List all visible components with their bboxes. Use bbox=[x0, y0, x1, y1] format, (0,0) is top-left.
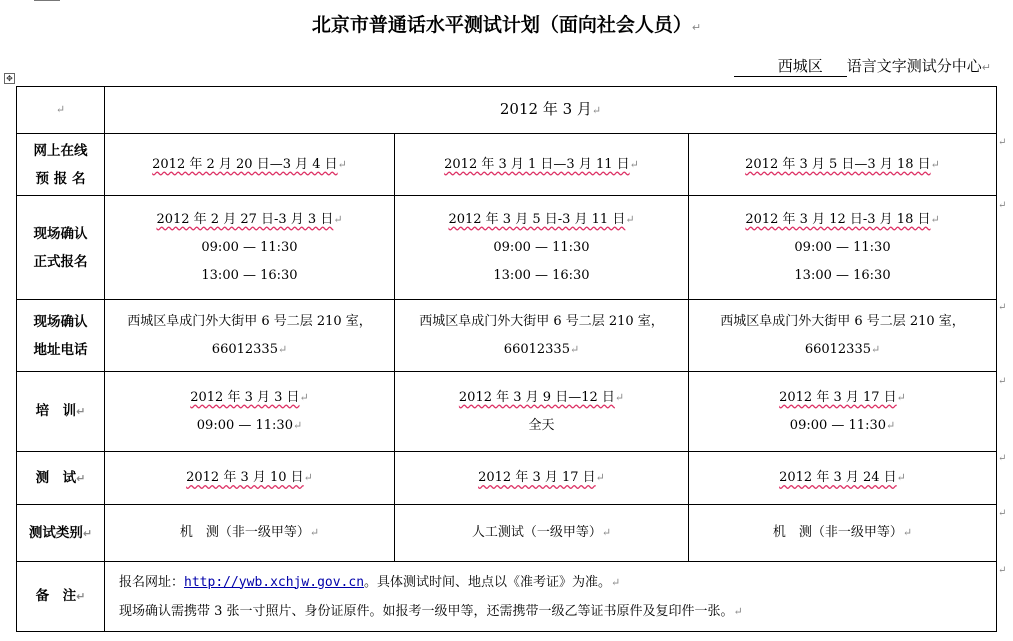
row-label-address-phone bbox=[17, 300, 105, 372]
date: 2012 年 3 月 17 日 bbox=[779, 389, 897, 405]
label-line: 备 注 bbox=[35, 588, 77, 604]
time-range: 09:00 — 11:30 bbox=[196, 417, 293, 433]
cell bbox=[105, 452, 395, 505]
label-line: 培 训 bbox=[35, 403, 77, 419]
paragraph-mark: ↵ bbox=[55, 103, 66, 116]
center-name: 语言文字测试分中心 bbox=[846, 57, 982, 75]
phone-number: 66012335 bbox=[503, 341, 570, 357]
cell bbox=[395, 452, 689, 505]
paragraph-mark: ↵ bbox=[76, 405, 86, 418]
table-row bbox=[17, 562, 997, 632]
address-text: 西城区阜成门外大街甲 6 号二层 210 室， bbox=[127, 313, 372, 329]
row-label-test-type bbox=[17, 505, 105, 562]
table-move-handle-icon[interactable]: ✥ bbox=[4, 73, 15, 84]
paragraph-mark: ↵ bbox=[303, 471, 313, 484]
cell bbox=[395, 134, 689, 196]
cell bbox=[105, 196, 395, 300]
registration-url-link[interactable]: http://ywb.xchjw.gov.cn bbox=[184, 574, 365, 590]
top-margin-mark bbox=[34, 0, 60, 1]
label-line: 网上在线 bbox=[33, 142, 88, 159]
paragraph-mark: ↵ bbox=[625, 212, 635, 226]
paragraph-mark: ↵ bbox=[870, 342, 881, 356]
cell bbox=[689, 372, 997, 452]
table-row bbox=[17, 505, 997, 562]
cell bbox=[689, 300, 997, 372]
row-end-mark: ↵ bbox=[998, 453, 1007, 464]
month-header-text: 2012 年 3 月 bbox=[499, 100, 592, 118]
table-row bbox=[17, 372, 997, 452]
cell bbox=[689, 196, 997, 300]
remarks-label: 报名网址： bbox=[119, 574, 185, 590]
row-label-onsite-confirmation bbox=[17, 196, 105, 300]
label-line: 正式报名 bbox=[33, 253, 88, 270]
time-range: 09:00 — 11:30 bbox=[789, 417, 886, 433]
time-range: 09:00 — 11:30 bbox=[201, 239, 298, 255]
phone-number: 66012335 bbox=[804, 341, 871, 357]
address-text: 西城区阜成门外大街甲 6 号二层 210 室， bbox=[720, 313, 965, 329]
date-range: 2012 年 3 月 12 日-3 月 18 日 bbox=[745, 211, 931, 227]
test-type-text: 机 测（非一级甲等） bbox=[179, 525, 310, 540]
paragraph-mark: ↵ bbox=[277, 342, 288, 356]
paragraph-mark: ↵ bbox=[601, 526, 612, 539]
cell bbox=[689, 134, 997, 196]
month-header bbox=[105, 87, 997, 134]
date-range: 2012 年 3 月 5 日—3 月 18 日 bbox=[745, 156, 931, 172]
cell bbox=[395, 505, 689, 562]
date: 2012 年 3 月 3 日 bbox=[190, 389, 300, 405]
date: 2012 年 3 月 10 日 bbox=[186, 470, 304, 485]
cell bbox=[105, 134, 395, 196]
paragraph-mark: ↵ bbox=[591, 104, 602, 117]
cell bbox=[395, 300, 689, 372]
label-line: 现场确认 bbox=[33, 313, 88, 330]
document-subtitle bbox=[734, 55, 991, 77]
date-range: 2012 年 3 月 1 日—3 月 11 日 bbox=[444, 156, 630, 172]
cell bbox=[689, 452, 997, 505]
paragraph-mark: ↵ bbox=[930, 212, 940, 226]
date: 2012 年 3 月 24 日 bbox=[779, 470, 897, 485]
paragraph-mark: ↵ bbox=[981, 61, 991, 74]
paragraph-mark: ↵ bbox=[896, 390, 906, 404]
paragraph-mark: ↵ bbox=[733, 604, 743, 618]
paragraph-mark: ↵ bbox=[82, 526, 93, 540]
label-line: 预 报 名 bbox=[35, 170, 86, 187]
time-range: 09:00 — 11:30 bbox=[794, 239, 891, 255]
cell bbox=[105, 300, 395, 372]
table-row bbox=[17, 87, 997, 134]
row-label-online-registration bbox=[17, 134, 105, 196]
paragraph-mark: ↵ bbox=[309, 526, 320, 539]
date-range: 2012 年 2 月 27 日-3 月 3 日 bbox=[156, 211, 334, 227]
remarks-cell bbox=[105, 562, 997, 632]
row-end-mark: ↵ bbox=[998, 508, 1007, 519]
row-end-mark: ↵ bbox=[998, 200, 1007, 211]
paragraph-mark: ↵ bbox=[76, 590, 86, 603]
date-range: 2012 年 2 月 20 日—3 月 4 日 bbox=[152, 156, 338, 172]
paragraph-mark: ↵ bbox=[337, 157, 347, 171]
cell bbox=[395, 196, 689, 300]
date: 2012 年 3 月 9 日—12 日 bbox=[458, 389, 615, 405]
paragraph-mark: ↵ bbox=[76, 471, 86, 485]
row-label-test bbox=[17, 452, 105, 505]
time-range: 13:00 — 16:30 bbox=[201, 267, 298, 283]
label-line: 测试类别 bbox=[28, 524, 83, 541]
label-line: 测 试 bbox=[35, 469, 77, 486]
paragraph-mark: ↵ bbox=[595, 471, 605, 484]
paragraph-mark: ↵ bbox=[896, 471, 906, 484]
row-end-mark: ↵ bbox=[998, 376, 1007, 387]
district-name: 西城区 bbox=[734, 55, 847, 77]
time-range: 全天 bbox=[528, 417, 555, 433]
paragraph-mark: ↵ bbox=[691, 21, 702, 34]
paragraph-mark: ↵ bbox=[611, 575, 621, 589]
paragraph-mark: ↵ bbox=[333, 212, 343, 226]
cell bbox=[105, 372, 395, 452]
date-range: 2012 年 3 月 5 日-3 月 11 日 bbox=[448, 211, 626, 227]
row-end-mark: ↵ bbox=[998, 302, 1007, 313]
time-range: 09:00 — 11:30 bbox=[493, 239, 590, 255]
phone-number: 66012335 bbox=[211, 341, 278, 357]
paragraph-mark: ↵ bbox=[902, 526, 913, 539]
time-range: 13:00 — 16:30 bbox=[794, 267, 891, 283]
test-type-text: 机 测（非一级甲等） bbox=[772, 525, 903, 540]
row-label-training bbox=[17, 372, 105, 452]
time-range: 13:00 — 16:30 bbox=[493, 267, 590, 283]
date: 2012 年 3 月 17 日 bbox=[478, 470, 596, 485]
remarks-text: 。具体测试时间、地点以《准考证》为准。 bbox=[364, 574, 612, 590]
cell bbox=[395, 372, 689, 452]
table-row bbox=[17, 134, 997, 196]
table-row bbox=[17, 196, 997, 300]
cell bbox=[105, 505, 395, 562]
label-line: 地址电话 bbox=[33, 341, 88, 358]
paragraph-mark: ↵ bbox=[614, 390, 625, 404]
test-type-text: 人工测试（一级甲等） bbox=[471, 525, 602, 540]
title-text: 北京市普通话水平测试计划（面向社会人员） bbox=[311, 14, 692, 36]
remarks-text: 现场确认需携带 3 张一寸照片、身份证原件。如报考一级甲等，还需携带一级乙等证书原件及复印件一张。 bbox=[119, 603, 734, 619]
row-end-mark: ↵ bbox=[998, 137, 1007, 148]
paragraph-mark: ↵ bbox=[886, 418, 896, 432]
schedule-table bbox=[16, 86, 997, 632]
paragraph-mark: ↵ bbox=[299, 390, 309, 404]
cell bbox=[689, 505, 997, 562]
table-row bbox=[17, 452, 997, 505]
paragraph-mark: ↵ bbox=[629, 157, 639, 171]
label-line: 现场确认 bbox=[33, 225, 88, 242]
paragraph-mark: ↵ bbox=[569, 342, 580, 356]
paragraph-mark: ↵ bbox=[292, 418, 303, 432]
row-end-mark: ↵ bbox=[998, 565, 1007, 576]
corner-cell bbox=[17, 87, 105, 134]
address-text: 西城区阜成门外大街甲 6 号二层 210 室， bbox=[419, 313, 664, 329]
table-row bbox=[17, 300, 997, 372]
row-label-remarks bbox=[17, 562, 105, 632]
document-title bbox=[0, 10, 1013, 37]
paragraph-mark: ↵ bbox=[930, 157, 940, 171]
